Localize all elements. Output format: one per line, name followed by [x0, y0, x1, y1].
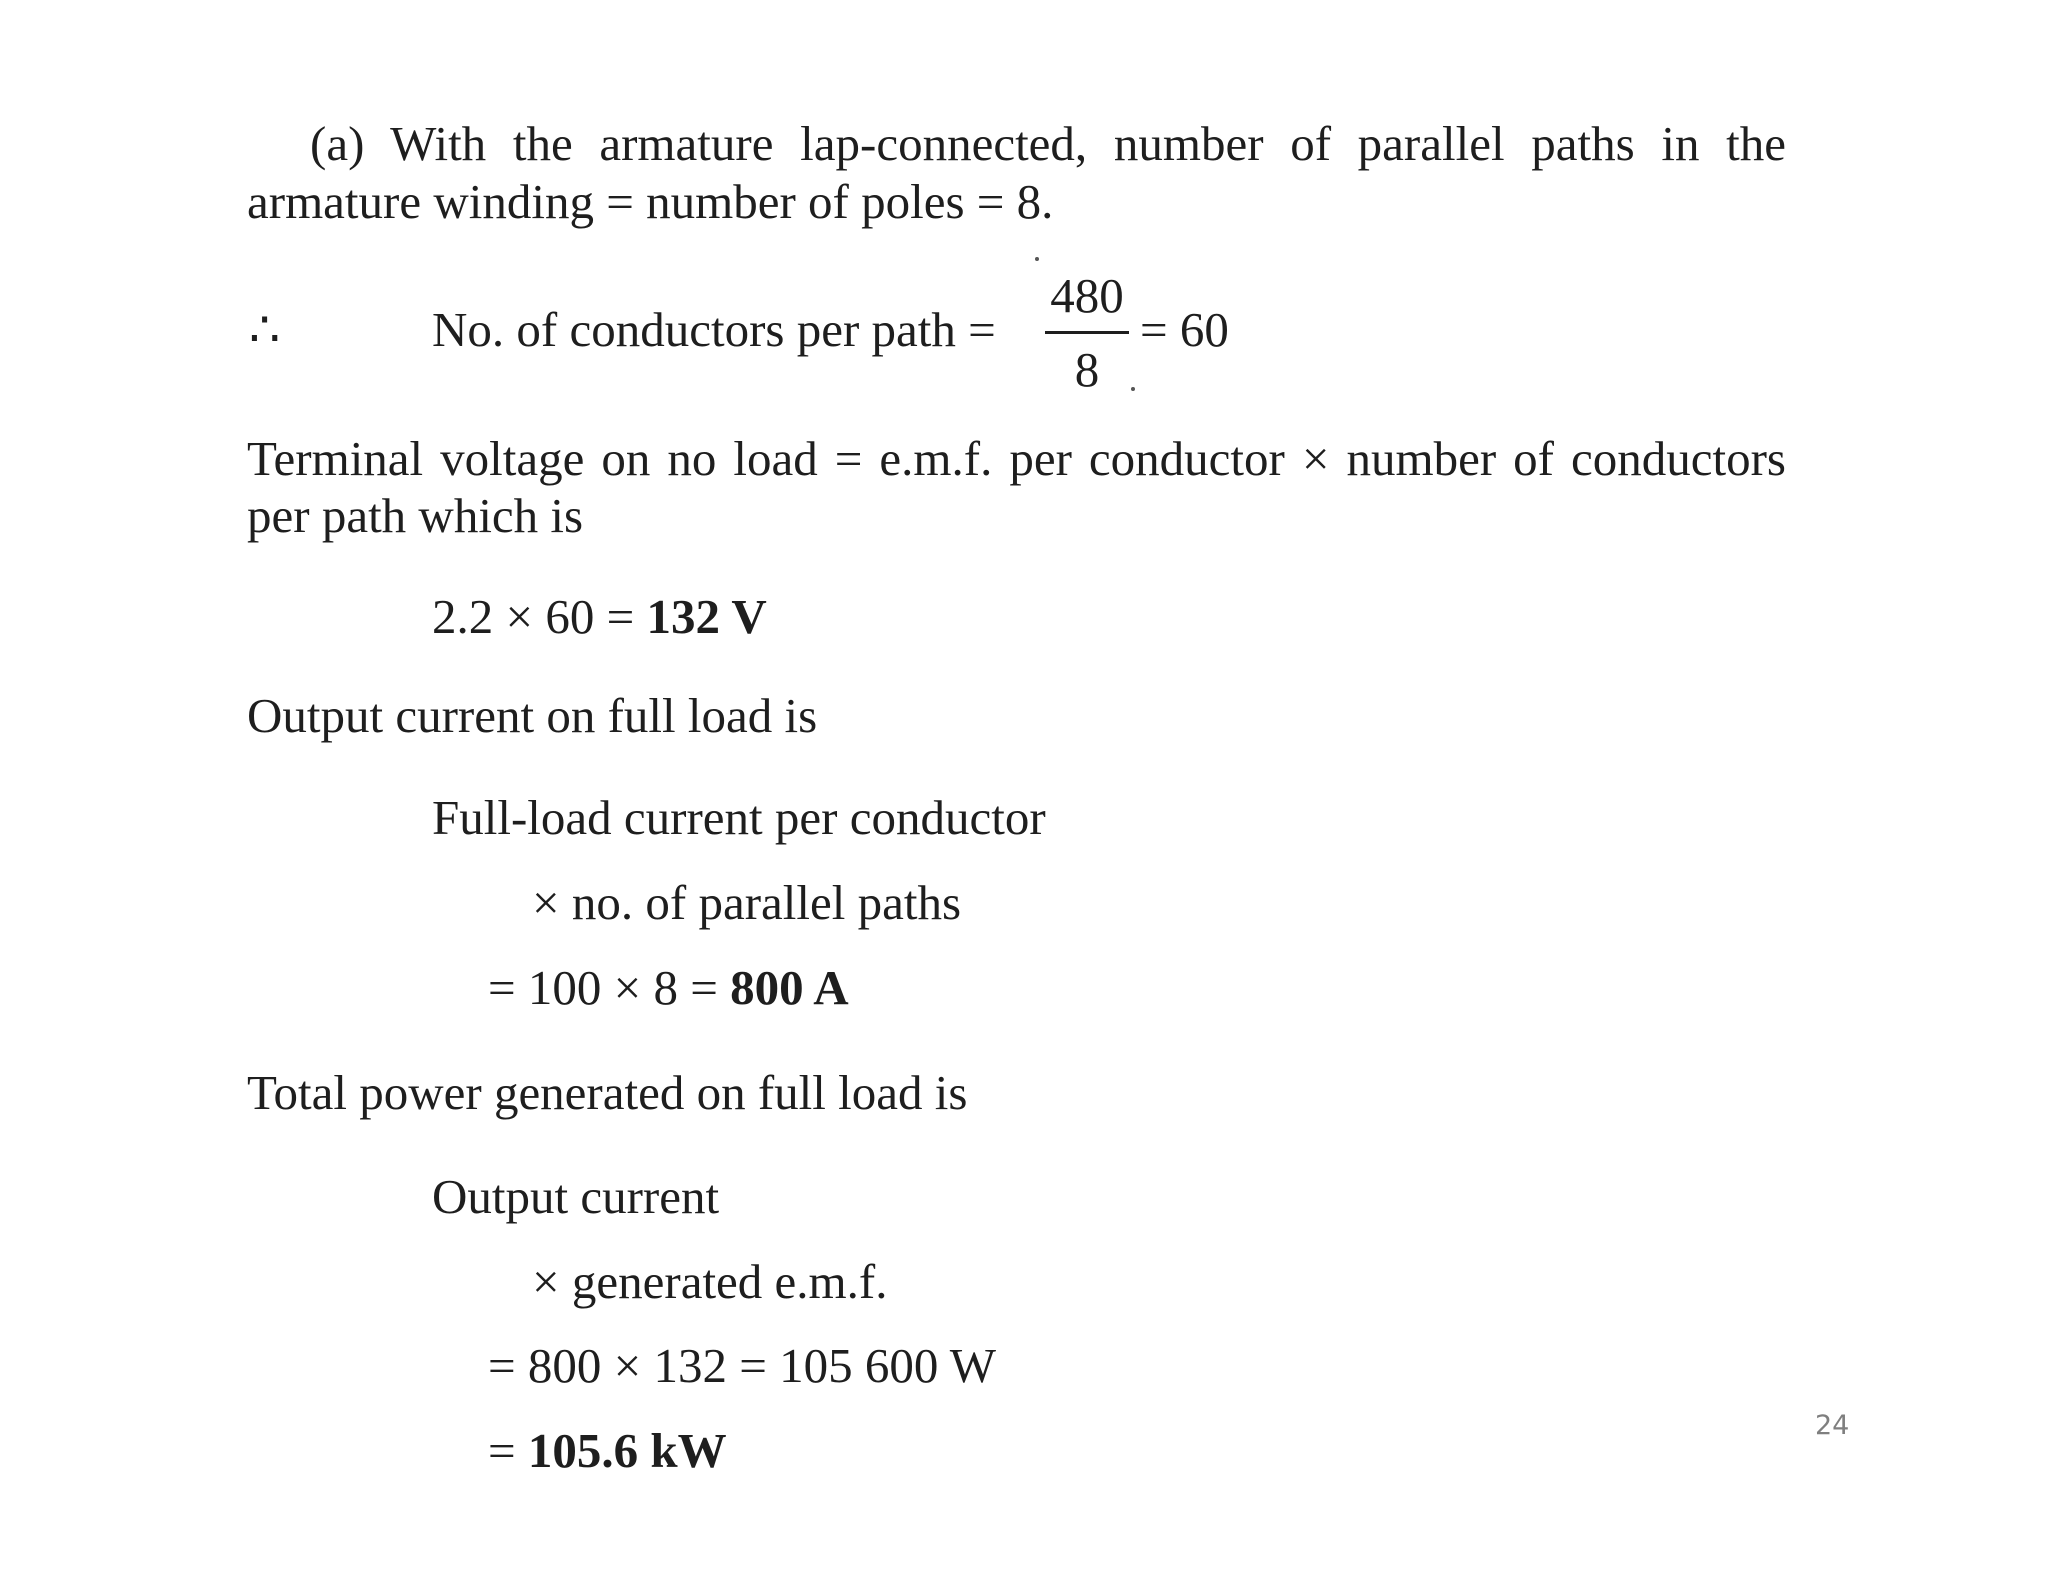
output-current-result: 800 A	[730, 960, 849, 1015]
terminal-voltage-equation-plain: 2.2 × 60 =	[432, 589, 647, 644]
terminal-voltage-line-2: per path which is	[247, 488, 584, 543]
fraction-denominator: 8	[1074, 342, 1100, 397]
total-power-line-2: × generated e.m.f.	[532, 1254, 888, 1309]
terminal-voltage-result: 132 V	[646, 589, 767, 644]
scan-speck	[1131, 387, 1135, 391]
page-number: 24	[1815, 1410, 1850, 1441]
total-power-heading: Total power generated on full load is	[247, 1065, 968, 1120]
total-power-equation-plain: =	[488, 1423, 528, 1478]
intro-line-1: (a) With the armature lap-connected, number of parallel paths in the	[310, 116, 1786, 171]
intro-line-2: armature winding = number of poles = 8.	[247, 174, 1054, 229]
terminal-voltage-equation	[432, 589, 767, 645]
output-current-heading: Output current on full load is	[247, 688, 818, 743]
terminal-voltage-line-1: Terminal voltage on no load = e.m.f. per conductor × number of conductors	[247, 431, 1786, 486]
output-current-line-2: × no. of parallel paths	[532, 875, 962, 930]
total-power-line-1: Output current	[432, 1169, 720, 1224]
scan-speck	[1035, 257, 1039, 261]
fraction-bar	[1045, 331, 1129, 334]
fraction-numerator: 480	[1050, 268, 1124, 323]
conductors-per-path-result: = 60	[1140, 302, 1229, 357]
therefore-symbol: ∴	[249, 302, 281, 357]
conductors-per-path-label: No. of conductors per path =	[432, 302, 996, 357]
output-current-line-3	[488, 960, 849, 1016]
output-current-line-1: Full-load current per conductor	[432, 790, 1046, 845]
total-power-result: 105.6 kW	[527, 1423, 727, 1478]
total-power-line-3: = 800 × 132 = 105 600 W	[488, 1338, 997, 1393]
output-current-equation-plain: = 100 × 8 =	[488, 960, 731, 1015]
total-power-line-4	[488, 1423, 727, 1479]
